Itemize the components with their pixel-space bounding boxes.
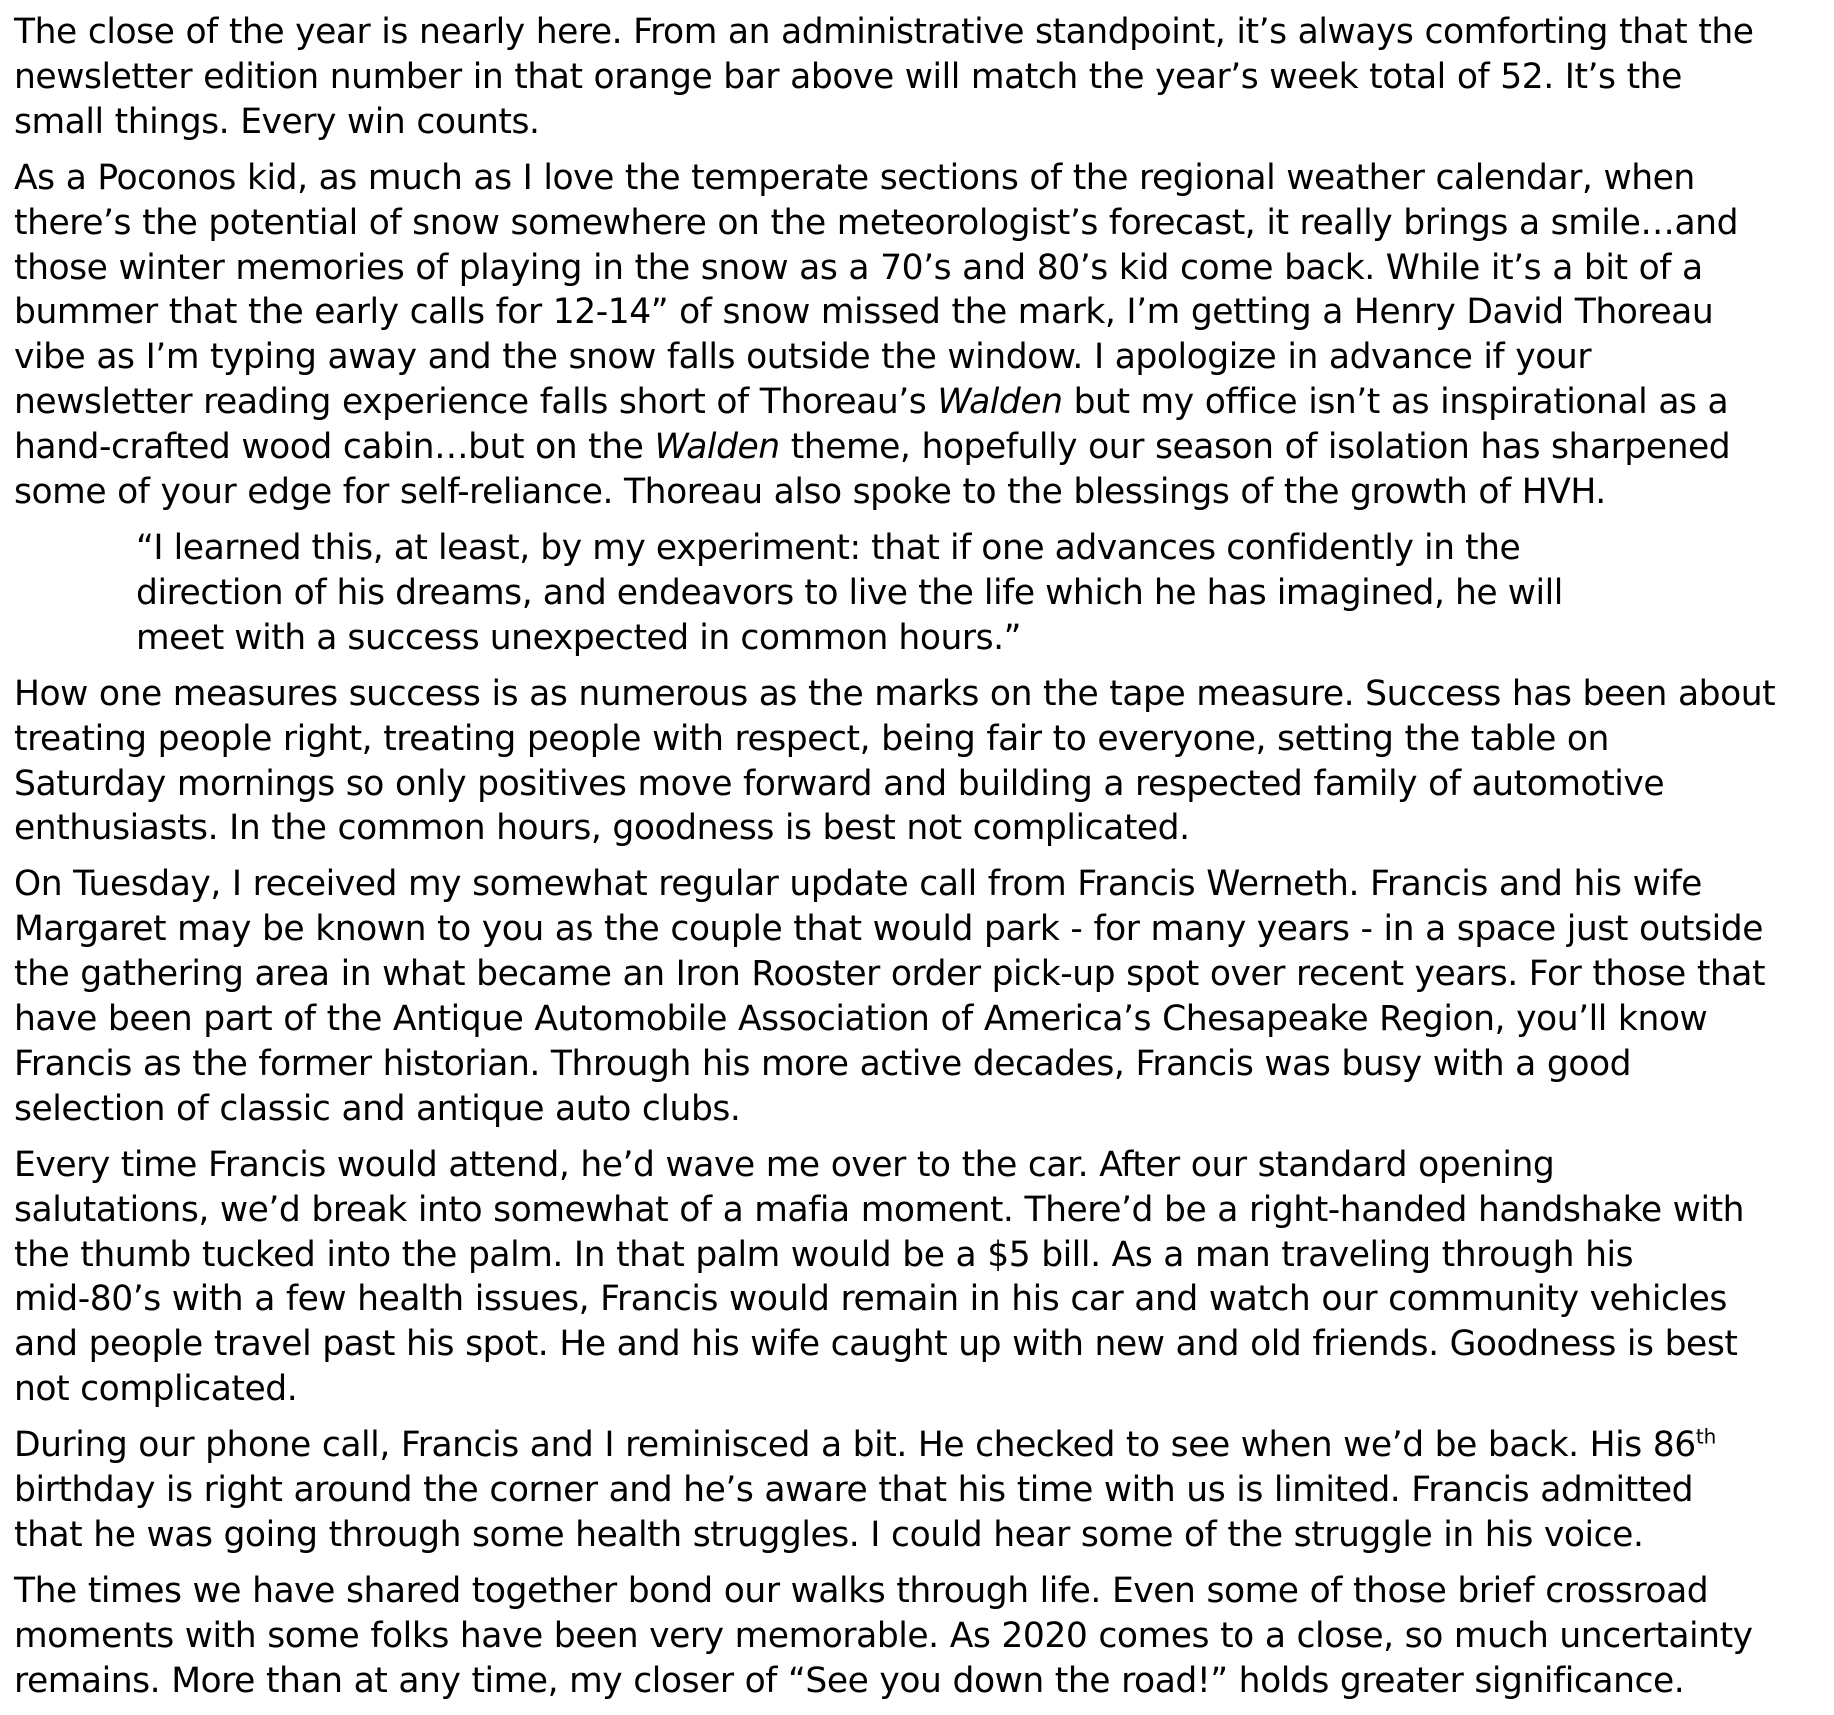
text-segment: theme, hopefully our season of isolation has sharpened [779,427,1731,468]
text-line: those winter memories of playing in the snow as a 70’s and 80’s kid come back. While it’s a bit of a [14,247,1703,288]
text-line: the gathering area in what became an Iron Rooster order pick-up spot over recent years. For those that [14,954,1766,995]
paragraph-closing [14,1569,1830,1704]
book-title-walden: Walden [654,427,780,468]
text-line: Margaret may be known to you as the couple that would park - for many years - in a space just outside [14,909,1763,950]
text-line: Francis as the former historian. Through his more active decades, Francis was busy with a good [14,1043,1632,1084]
text-line: As a Poconos kid, as much as I love the temperate sections of the regional weather calendar, when [14,157,1695,198]
paragraph-phone-call [14,1423,1830,1558]
quote-line: “I learned this, at least, by my experiment: that if one advances confidently in the [136,527,1521,568]
text-segment: but my office isn’t as inspirational as a [1062,382,1729,423]
thoreau-quote [14,526,1830,661]
text-line: remains. More than at any time, my closer of “See you down the road!” holds greater significance. [14,1660,1685,1701]
text-line: small things. Every win counts. [14,101,540,142]
paragraph-poconos-snow [14,156,1830,515]
text-line: How one measures success is as numerous as the marks on the tape measure. Success has been about [14,673,1776,714]
text-line: the thumb tucked into the palm. In that palm would be a $5 bill. As a man traveling through his [14,1234,1634,1275]
text-line [14,380,1830,425]
text-line: have been part of the Antique Automobile Association of America’s Chesapeake Region, you’ll know [14,999,1708,1040]
text-line: salutations, we’d break into somewhat of a mafia moment. There’d be a right-handed handshake with [14,1189,1745,1230]
quote-line: direction of his dreams, and endeavors to live the life which he has imagined, he will [136,572,1563,613]
text-line: selection of classic and antique auto clubs. [14,1088,741,1129]
paragraph-year-close [14,10,1830,145]
text-line: birthday is right around the corner and he’s aware that his time with us is limited. Francis admitted [14,1470,1694,1511]
paragraph-measuring-success [14,672,1830,852]
text-segment: hand-crafted wood cabin…but on the [14,427,655,468]
text-line: bummer that the early calls for 12-14” of snow missed the mark, I’m getting a Henry David Thoreau [14,292,1714,333]
text-line: enthusiasts. In the common hours, goodness is best not complicated. [14,808,1190,849]
text-line [14,425,1830,470]
text-segment: newsletter reading experience falls short of Thoreau’s [14,382,938,423]
text-line: Saturday mornings so only positives move forward and building a respected family of automotive [14,763,1665,804]
text-line: Every time Francis would attend, he’d wave me over to the car. After our standard opening [14,1144,1555,1185]
text-line: moments with some folks have been very memorable. As 2020 comes to a close, so much uncertainty [14,1615,1753,1656]
text-line: vibe as I’m typing away and the snow falls outside the window. I apologize in advance if your [14,337,1592,378]
text-line: treating people right, treating people with respect, being fair to everyone, setting the table on [14,718,1609,759]
ordinal-suffix: th [1695,1424,1717,1449]
text-line: newsletter edition number in that orange bar above will match the year’s week total of 52. It’s the [14,56,1682,97]
text-line: not complicated. [14,1369,298,1410]
quote-line: meet with a success unexpected in common hours.” [136,617,1022,658]
text-segment: During our phone call, Francis and I reminisced a bit. He checked to see when we’d be back. His 86 [14,1425,1696,1466]
text-line [14,1423,1830,1468]
newsletter-article [14,10,1830,1715]
paragraph-francis-call [14,862,1830,1131]
book-title-walden: Walden [937,382,1063,423]
text-line: On Tuesday, I received my somewhat regular update call from Francis Werneth. Francis and his wife [14,864,1702,905]
text-line: some of your edge for self-reliance. Thoreau also spoke to the blessings of the growth of HVH. [14,472,1606,513]
text-line: The times we have shared together bond our walks through life. Even some of those brief crossroad [14,1570,1709,1611]
text-line: there’s the potential of snow somewhere on the meteorologist’s forecast, it really brings a smile…and [14,202,1739,243]
text-line: and people travel past his spot. He and his wife caught up with new and old friends. Goodness is best [14,1324,1738,1365]
text-line: mid-80’s with a few health issues, Francis would remain in his car and watch our community vehicles [14,1279,1727,1320]
text-line: that he was going through some health struggles. I could hear some of the struggle in his voice. [14,1515,1644,1555]
text-line: The close of the year is nearly here. From an administrative standpoint, it’s always comforting that the [14,12,1754,52]
paragraph-handshake [14,1143,1830,1412]
